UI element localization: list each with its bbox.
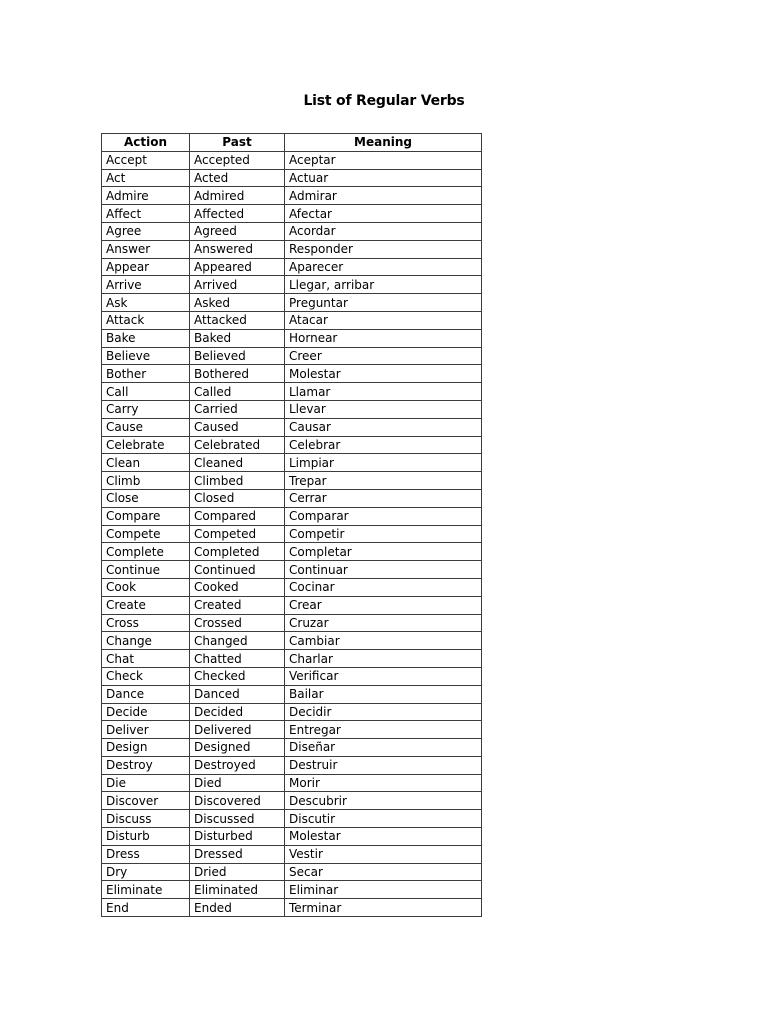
cell-meaning: Comparar xyxy=(285,507,482,525)
cell-past: Admired xyxy=(190,187,285,205)
cell-meaning: Verificar xyxy=(285,667,482,685)
header-past: Past xyxy=(190,134,285,152)
cell-action: Attack xyxy=(102,311,190,329)
table-row xyxy=(102,436,482,454)
cell-past: Carried xyxy=(190,400,285,418)
cell-action: Answer xyxy=(102,240,190,258)
cell-past: Crossed xyxy=(190,614,285,632)
table-row xyxy=(102,863,482,881)
table-row xyxy=(102,810,482,828)
table-row xyxy=(102,240,482,258)
table-row xyxy=(102,258,482,276)
cell-action: Compete xyxy=(102,525,190,543)
table-body xyxy=(102,151,482,916)
cell-action: Deliver xyxy=(102,721,190,739)
cell-action: Close xyxy=(102,489,190,507)
cell-meaning: Eliminar xyxy=(285,881,482,899)
cell-action: Design xyxy=(102,739,190,757)
cell-action: Cause xyxy=(102,418,190,436)
cell-meaning: Trepar xyxy=(285,472,482,490)
cell-action: Discuss xyxy=(102,810,190,828)
table-row xyxy=(102,614,482,632)
table-row xyxy=(102,685,482,703)
table-row xyxy=(102,400,482,418)
cell-action: Disturb xyxy=(102,828,190,846)
table-row xyxy=(102,899,482,917)
cell-meaning: Actuar xyxy=(285,169,482,187)
page-title: List of Regular Verbs xyxy=(303,93,465,109)
cell-past: Eliminated xyxy=(190,881,285,899)
cell-meaning: Celebrar xyxy=(285,436,482,454)
cell-action: Bother xyxy=(102,365,190,383)
table-row xyxy=(102,383,482,401)
table-row xyxy=(102,222,482,240)
cell-meaning: Creer xyxy=(285,347,482,365)
cell-past: Cleaned xyxy=(190,454,285,472)
cell-action: Complete xyxy=(102,543,190,561)
cell-meaning: Hornear xyxy=(285,329,482,347)
cell-action: Celebrate xyxy=(102,436,190,454)
cell-meaning: Preguntar xyxy=(285,294,482,312)
cell-past: Danced xyxy=(190,685,285,703)
cell-action: Arrive xyxy=(102,276,190,294)
cell-past: Called xyxy=(190,383,285,401)
cell-meaning: Acordar xyxy=(285,222,482,240)
table-header xyxy=(102,134,482,152)
cell-action: Compare xyxy=(102,507,190,525)
cell-meaning: Destruir xyxy=(285,756,482,774)
cell-past: Cooked xyxy=(190,578,285,596)
cell-meaning: Causar xyxy=(285,418,482,436)
verb-table xyxy=(101,133,482,917)
table-row xyxy=(102,454,482,472)
cell-past: Continued xyxy=(190,561,285,579)
cell-past: Compared xyxy=(190,507,285,525)
cell-past: Climbed xyxy=(190,472,285,490)
table-row xyxy=(102,365,482,383)
cell-meaning: Completar xyxy=(285,543,482,561)
cell-past: Agreed xyxy=(190,222,285,240)
cell-past: Answered xyxy=(190,240,285,258)
cell-action: Dress xyxy=(102,845,190,863)
cell-past: Discussed xyxy=(190,810,285,828)
table-row xyxy=(102,756,482,774)
cell-past: Delivered xyxy=(190,721,285,739)
table-row xyxy=(102,187,482,205)
cell-action: Carry xyxy=(102,400,190,418)
cell-past: Completed xyxy=(190,543,285,561)
table-row xyxy=(102,329,482,347)
cell-past: Caused xyxy=(190,418,285,436)
cell-past: Arrived xyxy=(190,276,285,294)
table-row xyxy=(102,276,482,294)
table-row xyxy=(102,169,482,187)
cell-meaning: Bailar xyxy=(285,685,482,703)
cell-past: Affected xyxy=(190,205,285,223)
cell-action: Chat xyxy=(102,650,190,668)
cell-action: Dance xyxy=(102,685,190,703)
cell-meaning: Vestir xyxy=(285,845,482,863)
cell-past: Acted xyxy=(190,169,285,187)
table-row xyxy=(102,418,482,436)
table-row xyxy=(102,294,482,312)
table-row xyxy=(102,650,482,668)
cell-action: Accept xyxy=(102,151,190,169)
cell-meaning: Llamar xyxy=(285,383,482,401)
cell-past: Baked xyxy=(190,329,285,347)
cell-meaning: Descubrir xyxy=(285,792,482,810)
table-row xyxy=(102,578,482,596)
cell-action: Dry xyxy=(102,863,190,881)
cell-past: Appeared xyxy=(190,258,285,276)
cell-action: Eliminate xyxy=(102,881,190,899)
header-row xyxy=(102,134,482,152)
cell-action: Agree xyxy=(102,222,190,240)
table-row xyxy=(102,347,482,365)
cell-past: Attacked xyxy=(190,311,285,329)
cell-past: Asked xyxy=(190,294,285,312)
table-row xyxy=(102,828,482,846)
cell-meaning: Afectar xyxy=(285,205,482,223)
cell-meaning: Admirar xyxy=(285,187,482,205)
table-row xyxy=(102,721,482,739)
cell-meaning: Llegar, arribar xyxy=(285,276,482,294)
table-row xyxy=(102,596,482,614)
header-meaning: Meaning xyxy=(285,134,482,152)
cell-meaning: Diseñar xyxy=(285,739,482,757)
cell-past: Chatted xyxy=(190,650,285,668)
cell-past: Celebrated xyxy=(190,436,285,454)
cell-meaning: Cambiar xyxy=(285,632,482,650)
cell-meaning: Cruzar xyxy=(285,614,482,632)
cell-meaning: Atacar xyxy=(285,311,482,329)
table-row xyxy=(102,561,482,579)
table-row xyxy=(102,311,482,329)
cell-action: Call xyxy=(102,383,190,401)
cell-meaning: Crear xyxy=(285,596,482,614)
cell-past: Designed xyxy=(190,739,285,757)
cell-meaning: Cocinar xyxy=(285,578,482,596)
cell-meaning: Aparecer xyxy=(285,258,482,276)
cell-past: Competed xyxy=(190,525,285,543)
cell-action: Admire xyxy=(102,187,190,205)
cell-past: Dried xyxy=(190,863,285,881)
cell-meaning: Decidir xyxy=(285,703,482,721)
cell-action: Change xyxy=(102,632,190,650)
cell-meaning: Morir xyxy=(285,774,482,792)
cell-action: End xyxy=(102,899,190,917)
cell-past: Discovered xyxy=(190,792,285,810)
cell-action: Bake xyxy=(102,329,190,347)
cell-past: Changed xyxy=(190,632,285,650)
cell-past: Created xyxy=(190,596,285,614)
cell-meaning: Terminar xyxy=(285,899,482,917)
cell-action: Appear xyxy=(102,258,190,276)
cell-action: Check xyxy=(102,667,190,685)
cell-action: Cook xyxy=(102,578,190,596)
cell-meaning: Limpiar xyxy=(285,454,482,472)
cell-meaning: Responder xyxy=(285,240,482,258)
cell-action: Believe xyxy=(102,347,190,365)
cell-meaning: Aceptar xyxy=(285,151,482,169)
cell-meaning: Molestar xyxy=(285,828,482,846)
table-row xyxy=(102,774,482,792)
cell-past: Died xyxy=(190,774,285,792)
cell-past: Checked xyxy=(190,667,285,685)
cell-meaning: Cerrar xyxy=(285,489,482,507)
cell-past: Closed xyxy=(190,489,285,507)
cell-meaning: Entregar xyxy=(285,721,482,739)
table-row xyxy=(102,845,482,863)
table-row xyxy=(102,703,482,721)
cell-action: Clean xyxy=(102,454,190,472)
table-row xyxy=(102,739,482,757)
header-action: Action xyxy=(102,134,190,152)
table-row xyxy=(102,543,482,561)
table-row xyxy=(102,489,482,507)
cell-meaning: Molestar xyxy=(285,365,482,383)
cell-past: Destroyed xyxy=(190,756,285,774)
table-row xyxy=(102,205,482,223)
cell-action: Ask xyxy=(102,294,190,312)
cell-past: Decided xyxy=(190,703,285,721)
table-row xyxy=(102,881,482,899)
cell-past: Believed xyxy=(190,347,285,365)
table-row xyxy=(102,472,482,490)
cell-past: Ended xyxy=(190,899,285,917)
cell-action: Continue xyxy=(102,561,190,579)
table-row xyxy=(102,151,482,169)
cell-past: Disturbed xyxy=(190,828,285,846)
table-row xyxy=(102,667,482,685)
cell-past: Bothered xyxy=(190,365,285,383)
cell-meaning: Llevar xyxy=(285,400,482,418)
table-row xyxy=(102,525,482,543)
table-row xyxy=(102,632,482,650)
cell-meaning: Secar xyxy=(285,863,482,881)
cell-action: Climb xyxy=(102,472,190,490)
cell-action: Destroy xyxy=(102,756,190,774)
cell-meaning: Discutir xyxy=(285,810,482,828)
cell-action: Act xyxy=(102,169,190,187)
table-row xyxy=(102,507,482,525)
cell-action: Decide xyxy=(102,703,190,721)
cell-action: Affect xyxy=(102,205,190,223)
cell-action: Create xyxy=(102,596,190,614)
cell-meaning: Continuar xyxy=(285,561,482,579)
cell-action: Die xyxy=(102,774,190,792)
cell-meaning: Charlar xyxy=(285,650,482,668)
cell-meaning: Competir xyxy=(285,525,482,543)
cell-past: Accepted xyxy=(190,151,285,169)
cell-action: Discover xyxy=(102,792,190,810)
table-row xyxy=(102,792,482,810)
cell-action: Cross xyxy=(102,614,190,632)
cell-past: Dressed xyxy=(190,845,285,863)
